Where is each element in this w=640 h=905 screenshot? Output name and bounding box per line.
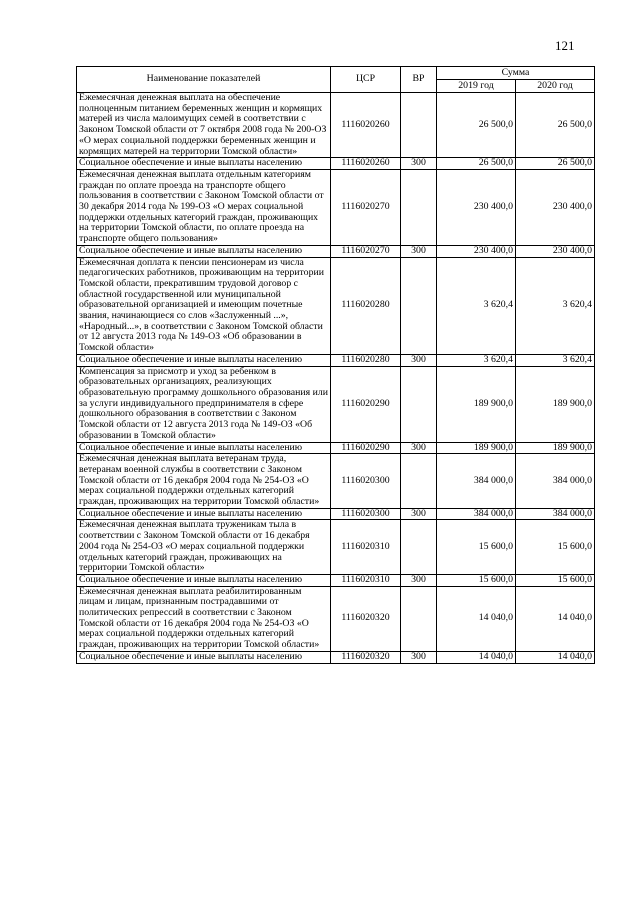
table-row	[77, 508, 595, 520]
row-amount-2020: 15 600,0	[516, 520, 595, 575]
row-csr: 1116020290	[331, 442, 401, 454]
table-row	[77, 93, 595, 158]
row-vr: 300	[401, 651, 437, 663]
table-row	[77, 442, 595, 454]
row-csr: 1116020270	[331, 169, 401, 245]
row-amount-2019: 384 000,0	[437, 454, 516, 509]
row-amount-2019: 26 500,0	[437, 158, 516, 170]
header-sum: Сумма	[437, 67, 595, 80]
row-name: Ежемесячная денежная выплата ветеранам труда, ветеранам военной службы в соответствии с Законом Томской области от 16 декабря 2004 года № 254-ОЗ «О мерах социальной поддержки отдельных категорий граждан, проживающих на территории Томской области»	[77, 454, 331, 509]
row-amount-2020: 384 000,0	[516, 454, 595, 509]
row-name: Социальное обеспечение и иные выплаты населению	[77, 158, 331, 170]
row-name: Социальное обеспечение и иные выплаты населению	[77, 245, 331, 257]
row-amount-2019: 384 000,0	[437, 508, 516, 520]
row-name: Ежемесячная денежная выплата отдельным категориям граждан по оплате проезда на транспорте общего пользования в соответствии с Законом Томской области от 30 декабря 2014 года № 199-ОЗ «О мерах социальной поддержки отдельных категорий граждан, проживающих на территории Томской области, по оплате проезда на транспорте общего пользования»	[77, 169, 331, 245]
row-amount-2019: 189 900,0	[437, 366, 516, 442]
table-row	[77, 651, 595, 663]
row-amount-2020: 26 500,0	[516, 158, 595, 170]
row-vr	[401, 93, 437, 158]
row-csr: 1116020260	[331, 93, 401, 158]
row-name: Компенсация за присмотр и уход за ребенком в образовательных организациях, реализующих образовательную программу дошкольного образования или за услуги индивидуального предпринимателя в сфере дошкольного образования в соответствии с Законом Томской области от 12 августа 2013 года № 149-ОЗ «Об образовании в Томской области»	[77, 366, 331, 442]
table-row	[77, 574, 595, 586]
row-amount-2020: 230 400,0	[516, 245, 595, 257]
row-vr	[401, 257, 437, 354]
row-vr	[401, 520, 437, 575]
row-csr: 1116020320	[331, 586, 401, 651]
row-vr	[401, 454, 437, 509]
row-amount-2019: 15 600,0	[437, 574, 516, 586]
row-amount-2019: 14 040,0	[437, 586, 516, 651]
row-name: Социальное обеспечение и иные выплаты населению	[77, 574, 331, 586]
row-amount-2020: 14 040,0	[516, 651, 595, 663]
row-amount-2019: 26 500,0	[437, 93, 516, 158]
row-csr: 1116020280	[331, 257, 401, 354]
row-name: Социальное обеспечение и иные выплаты населению	[77, 442, 331, 454]
row-csr: 1116020310	[331, 574, 401, 586]
table-row	[77, 257, 595, 354]
row-amount-2020: 14 040,0	[516, 586, 595, 651]
row-amount-2019: 3 620,4	[437, 354, 516, 366]
budget-table	[76, 66, 595, 664]
row-amount-2020: 3 620,4	[516, 257, 595, 354]
row-name: Социальное обеспечение и иные выплаты населению	[77, 354, 331, 366]
header-year-2020: 2020 год	[516, 80, 595, 93]
row-name: Ежемесячная денежная выплата на обеспечение полноценным питанием беременных женщин и кормящих матерей из числа малоимущих семей в соответствии с Законом Томской области от 7 октября 2008 года № 200-ОЗ «О мерах социальной поддержки беременных женщин и кормящих матерей на территории Томской области»	[77, 93, 331, 158]
row-vr: 300	[401, 158, 437, 170]
row-vr	[401, 586, 437, 651]
header-vr: ВР	[401, 67, 437, 93]
row-vr: 300	[401, 508, 437, 520]
row-name: Социальное обеспечение и иные выплаты населению	[77, 508, 331, 520]
header-name: Наименование показателей	[77, 67, 331, 93]
row-amount-2020: 384 000,0	[516, 508, 595, 520]
row-vr: 300	[401, 442, 437, 454]
header-year-2019: 2019 год	[437, 80, 516, 93]
row-csr: 1116020300	[331, 508, 401, 520]
table-row	[77, 169, 595, 245]
row-amount-2019: 230 400,0	[437, 169, 516, 245]
row-name: Ежемесячная денежная выплата реабилитированным лицам и лицам, признанным пострадавшими от политических репрессий в соответствии с Законом Томской области от 16 декабря 2004 года № 254-ОЗ «О мерах социальной поддержки отдельных категорий граждан, проживающих на территории Томской области»	[77, 586, 331, 651]
row-amount-2020: 230 400,0	[516, 169, 595, 245]
row-vr: 300	[401, 245, 437, 257]
row-amount-2019: 189 900,0	[437, 442, 516, 454]
row-amount-2019: 230 400,0	[437, 245, 516, 257]
row-amount-2019: 3 620,4	[437, 257, 516, 354]
row-vr	[401, 366, 437, 442]
table-row	[77, 245, 595, 257]
row-vr	[401, 169, 437, 245]
table-row	[77, 520, 595, 575]
row-name: Ежемесячная денежная выплата труженикам тыла в соответствии с Законом Томской области от 16 декабря 2004 года № 254-ОЗ «О мерах социальной поддержки отдельных категорий граждан, проживающих на территории Томской области»	[77, 520, 331, 575]
row-csr: 1116020280	[331, 354, 401, 366]
header-csr: ЦСР	[331, 67, 401, 93]
row-amount-2019: 15 600,0	[437, 520, 516, 575]
row-csr: 1116020300	[331, 454, 401, 509]
row-amount-2020: 26 500,0	[516, 93, 595, 158]
page-number: 121	[555, 38, 575, 53]
row-amount-2020: 15 600,0	[516, 574, 595, 586]
table-row	[77, 454, 595, 509]
row-csr: 1116020320	[331, 651, 401, 663]
row-amount-2019: 14 040,0	[437, 651, 516, 663]
row-csr: 1116020310	[331, 520, 401, 575]
row-name: Социальное обеспечение и иные выплаты населению	[77, 651, 331, 663]
table-row	[77, 586, 595, 651]
row-vr: 300	[401, 354, 437, 366]
table-row	[77, 158, 595, 170]
row-name: Ежемесячная доплата к пенсии пенсионерам из числа педагогических работников, проживающим на территории Томской области, прекратившим трудовой договор с областной государственной или муниципальной образовательной организацией и имеющим почетные звания, начинающиеся со слов «Заслуженный ...», «Народный...», в соответствии с Законом Томской области от 12 августа 2013 года № 149-ОЗ «Об образовании в Томской области»	[77, 257, 331, 354]
row-amount-2020: 189 900,0	[516, 442, 595, 454]
row-amount-2020: 189 900,0	[516, 366, 595, 442]
table-row	[77, 354, 595, 366]
row-amount-2020: 3 620,4	[516, 354, 595, 366]
row-csr: 1116020270	[331, 245, 401, 257]
row-vr: 300	[401, 574, 437, 586]
row-csr: 1116020290	[331, 366, 401, 442]
row-csr: 1116020260	[331, 158, 401, 170]
table-row	[77, 366, 595, 442]
